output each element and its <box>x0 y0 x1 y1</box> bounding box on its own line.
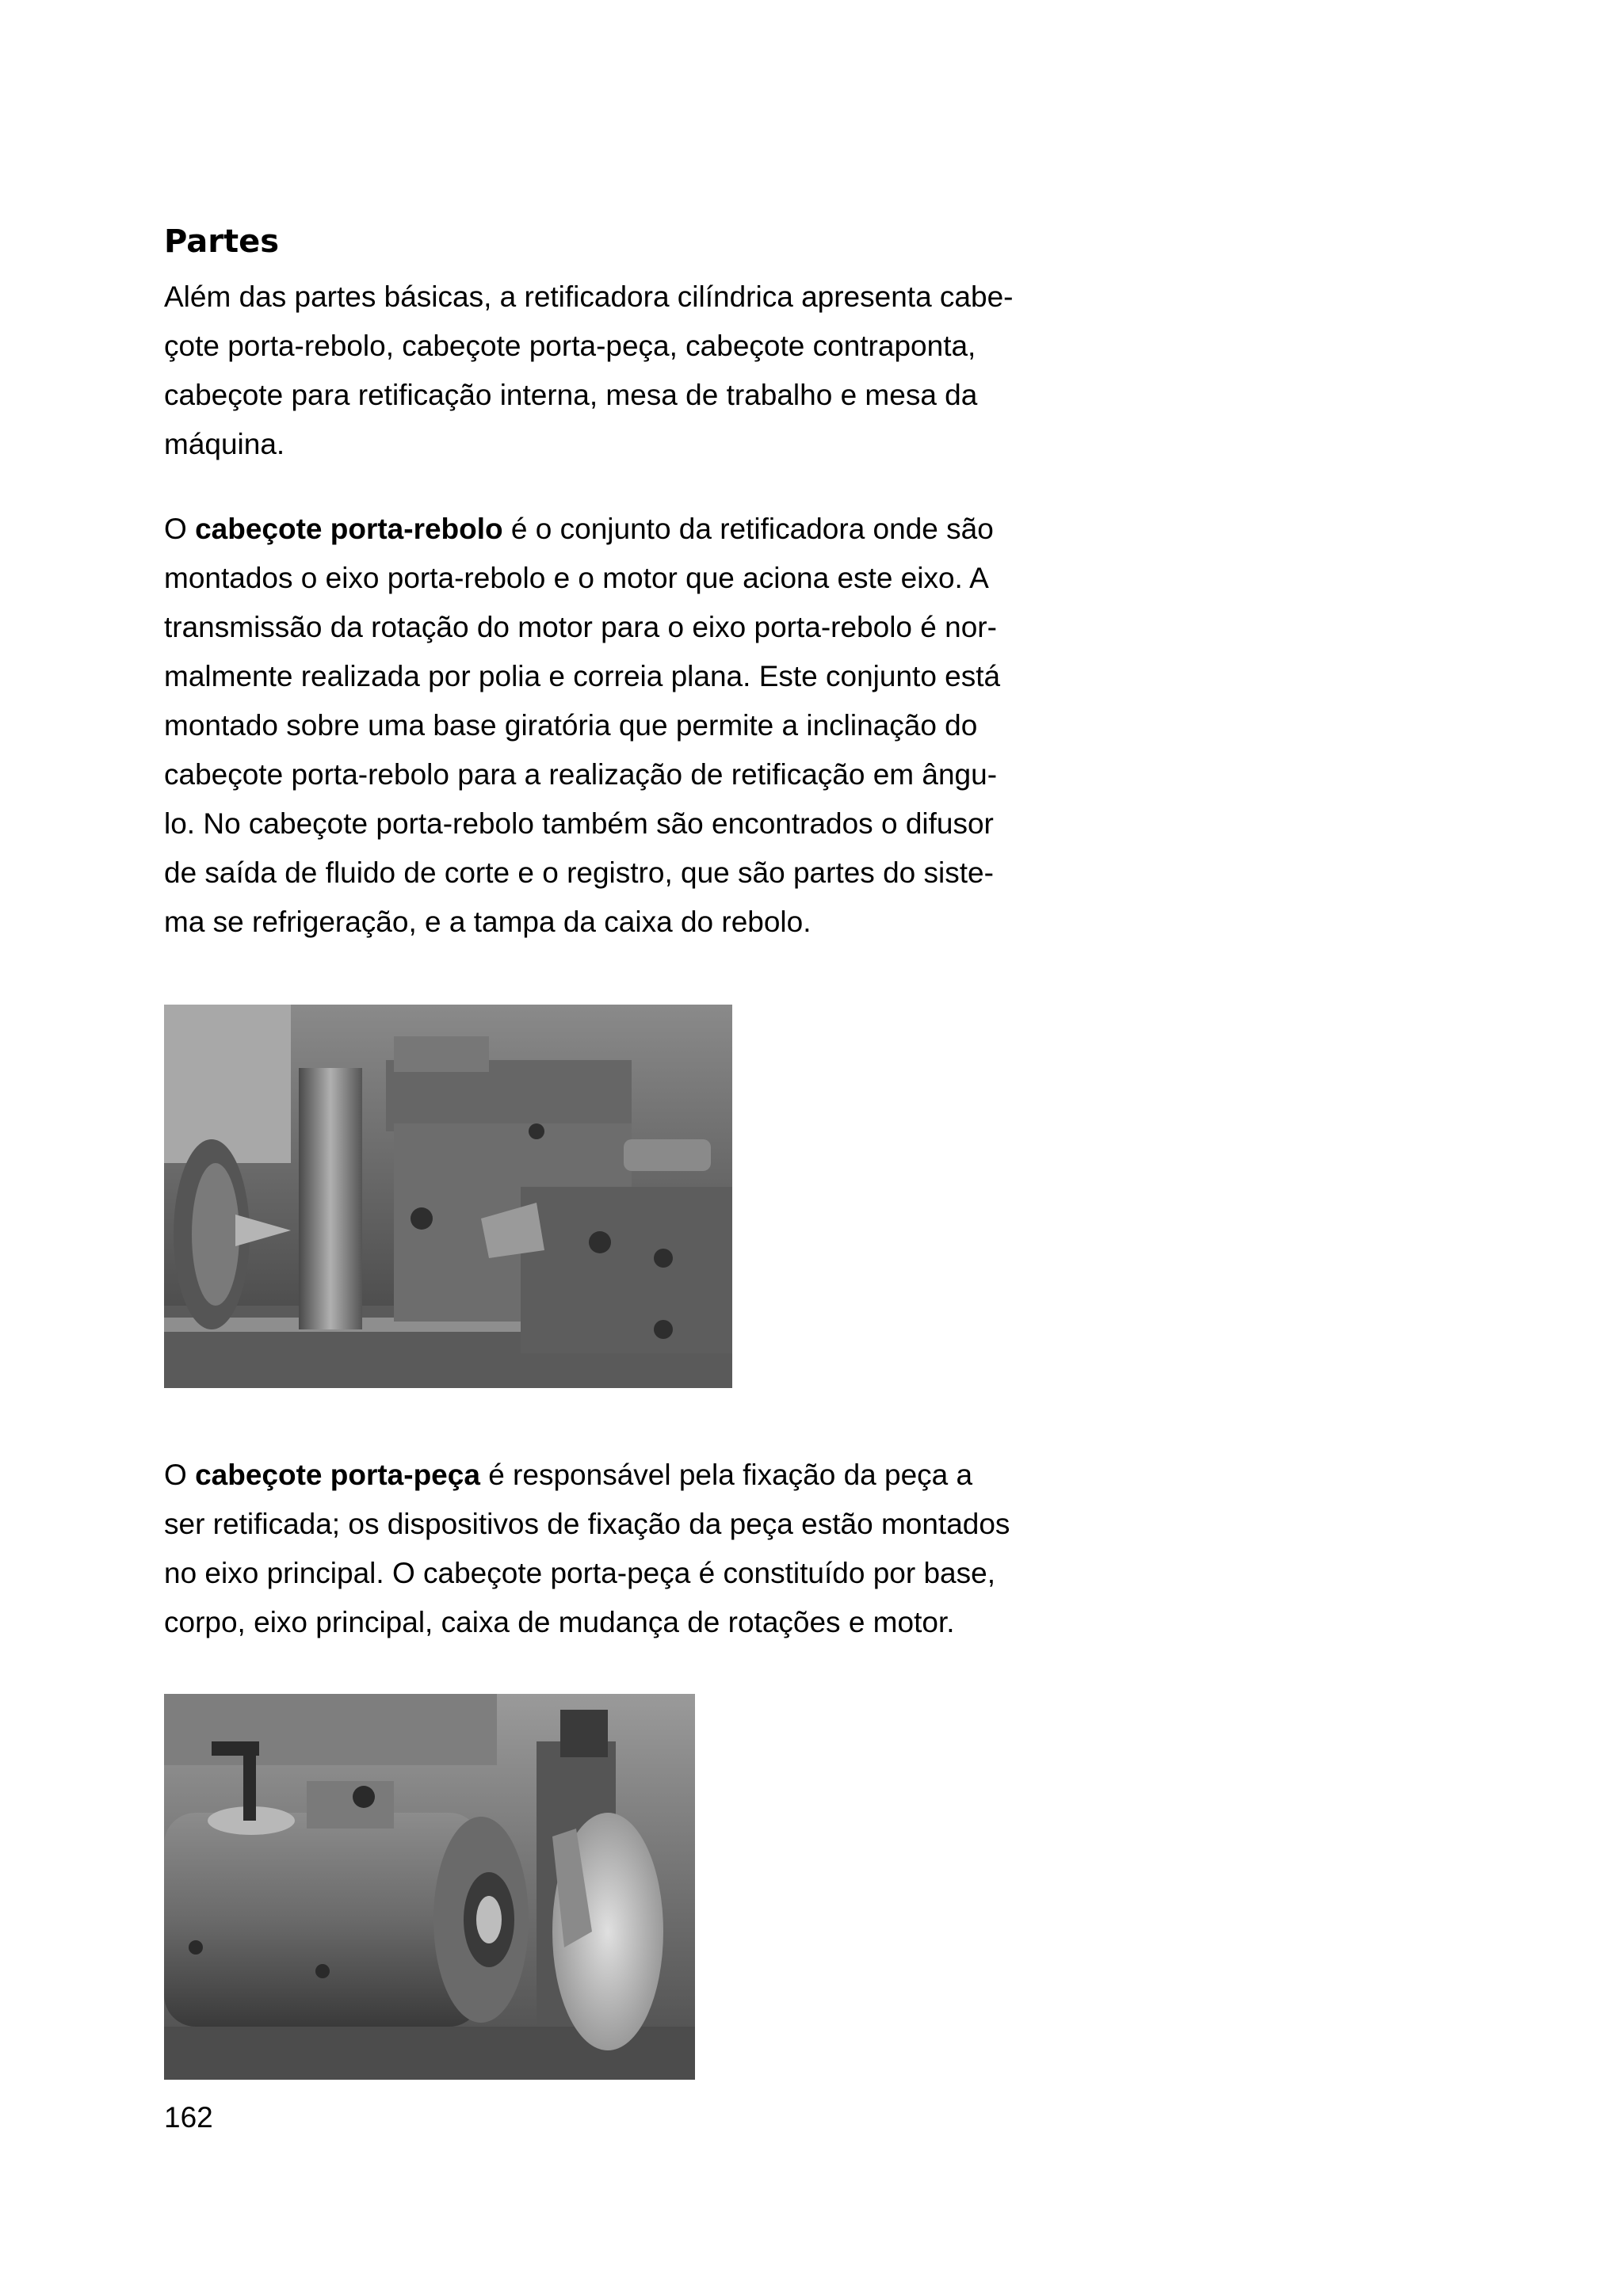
text-line: no eixo principal. O cabeçote porta-peça é constituído por base, <box>164 1557 995 1589</box>
paragraph-porta-peca <box>164 1451 1067 1647</box>
machine-photo-illustration <box>164 1005 732 1388</box>
photo-cabecote-porta-rebolo <box>164 1005 732 1388</box>
text-line: montados o eixo porta-rebolo e o motor que aciona este eixo. A <box>164 562 989 594</box>
text-line: lo. No cabeçote porta-rebolo também são encontrados o difusor <box>164 807 994 840</box>
bold-term: cabeçote porta-rebolo <box>195 513 503 545</box>
text-line: Além das partes básicas, a retificadora cilíndrica apresenta cabe- <box>164 280 1014 313</box>
machine-photo-illustration <box>164 1694 695 2080</box>
text-line <box>164 505 1067 554</box>
paragraph-porta-rebolo <box>164 505 1067 947</box>
text-line: çote porta-rebolo, cabeçote porta-peça, cabeçote contraponta, <box>164 330 976 362</box>
text-line: máquina. <box>164 428 285 460</box>
text-line: ser retificada; os dispositivos de fixação da peça estão montados <box>164 1508 1010 1540</box>
text-line: cabeçote porta-rebolo para a realização de retificação em ângu- <box>164 758 998 791</box>
text-line: de saída de fluido de corte e o registro, que são partes do siste- <box>164 856 994 889</box>
section-heading: Partes <box>164 223 280 260</box>
text-line: cabeçote para retificação interna, mesa de trabalho e mesa da <box>164 379 978 411</box>
text-fragment: é responsável pela fixação da peça a <box>479 1459 973 1491</box>
text-fragment: é o conjunto da retificadora onde são <box>502 513 994 545</box>
text-line <box>164 1451 1067 1500</box>
photo-cabecote-porta-peca <box>164 1694 695 2080</box>
text-line: corpo, eixo principal, caixa de mudança de rotações e motor. <box>164 1606 955 1638</box>
text-fragment: O <box>164 1459 196 1491</box>
page-number: 162 <box>164 2101 213 2134</box>
text-line: malmente realizada por polia e correia plana. Este conjunto está <box>164 660 1001 692</box>
text-line: montado sobre uma base giratória que permite a inclinação do <box>164 709 978 742</box>
text-line: transmissão da rotação do motor para o eixo porta-rebolo é nor- <box>164 611 997 643</box>
paragraph-intro <box>164 273 1067 469</box>
text-line: ma se refrigeração, e a tampa da caixa do rebolo. <box>164 906 812 938</box>
text-fragment: O <box>164 513 196 545</box>
bold-term: cabeçote porta-peça <box>195 1459 480 1491</box>
